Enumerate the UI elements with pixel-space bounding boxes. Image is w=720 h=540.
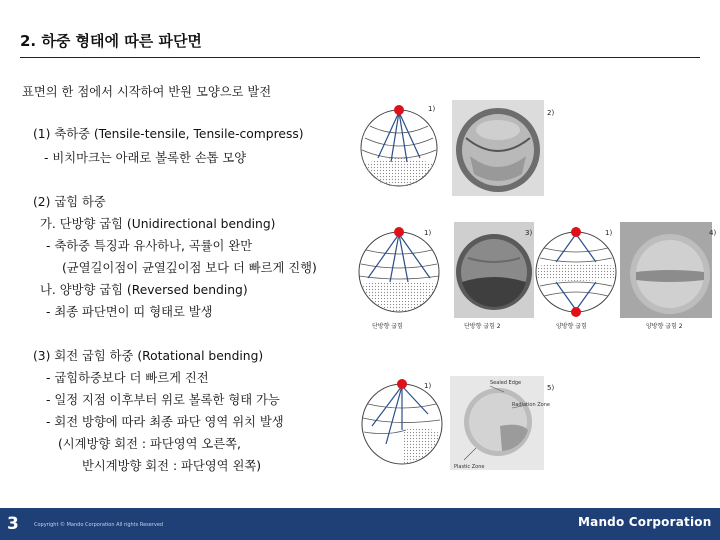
rotational-fracture-photo [450, 376, 550, 470]
section3-line5: 반시계방향 회전 : 파단영역 왼쪽) [82, 459, 262, 473]
section2-heading: (2) 굽힘 하중 [33, 195, 106, 209]
section2-a-heading: 가. 단방향 굽힘 (Unidirectional bending) [40, 217, 276, 231]
unidirectional-fracture-photo [454, 222, 534, 318]
section2-b-line1: - 최종 파단면이 띠 형태로 발생 [46, 305, 213, 319]
title-divider [20, 57, 700, 58]
section3-line1: - 굽힘하중보다 더 빠르게 진전 [46, 371, 209, 385]
caption-reversed-1: 양방향 굽힘 [556, 323, 587, 330]
section1-heading: (1) 축하중 (Tensile-tensile, Tensile-compress) [33, 127, 304, 141]
copyright-text: Copyright © Mando Corporation All rights Reserved [34, 522, 164, 528]
intro-text: 표면의 한 점에서 시작하여 반원 모양으로 발전 [22, 85, 272, 99]
photo-label-radiation-zone: Radiation Zone [512, 402, 550, 408]
figure-number: 3) [525, 229, 533, 237]
caption-unidirectional-1: 단방향 굽힘 [372, 323, 403, 330]
section3-line4: (시계방향 회전 : 파단영역 오른쪽, [58, 437, 241, 451]
figure-number: 1) [424, 382, 432, 390]
section2-a-line2: (균열길이점이 균열깊이점 보다 더 빠르게 진행) [62, 261, 317, 275]
section3-line2: - 일정 지점 이후부터 위로 볼록한 형태 가능 [46, 393, 280, 407]
figure-number: 5) [547, 384, 555, 392]
section3-heading: (3) 회전 굽힘 하중 (Rotational bending) [33, 349, 264, 363]
figure-number: 4) [709, 229, 717, 237]
section1-line1: - 비치마크는 아래로 볼록한 손톱 모양 [44, 151, 247, 165]
section3-line3: - 회전 방향에 따라 최종 파단 영역 위치 발생 [46, 415, 284, 429]
section2-b-heading: 나. 양방향 굽힘 (Reversed bending) [40, 283, 248, 297]
figure-number: 2) [547, 109, 555, 117]
rotational-bending-diagram [358, 374, 446, 470]
axial-fracture-photo [452, 100, 544, 196]
photo-label-plastic-zone: Plastic Zone [454, 464, 485, 470]
page-number: 3 [7, 514, 19, 534]
reversed-fracture-photo [620, 222, 712, 318]
axial-load-diagram [358, 100, 440, 196]
figure-number: 1) [428, 105, 436, 113]
figure-number: 1) [424, 229, 432, 237]
brand-logo-text: Mando Corporation [578, 515, 712, 529]
caption-unidirectional-2: 단방향 굽힘 2 [464, 323, 501, 330]
section2-a-line1: - 축하중 특징과 유사하나, 곡률이 완만 [46, 239, 253, 253]
figure-number: 1) [605, 229, 613, 237]
slide-title: 2. 하중 형태에 따른 파단면 [20, 32, 202, 50]
caption-reversed-2: 양방향 굽힘 2 [646, 323, 683, 330]
photo-label-sealed-edge: Sealed Edge [490, 380, 522, 386]
